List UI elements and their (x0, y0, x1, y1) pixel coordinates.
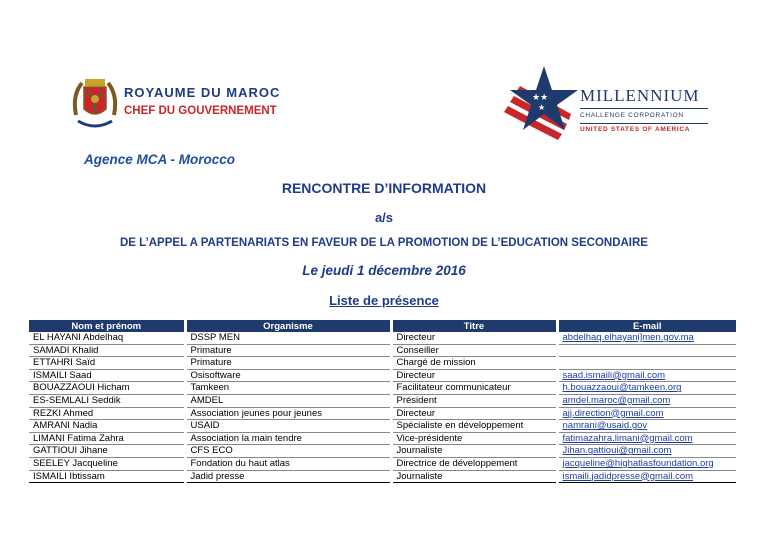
cell-email[interactable]: namrani@usaid.gov (557, 420, 736, 433)
cell-titre: Directeur (391, 332, 557, 344)
cell-email (557, 344, 736, 357)
mcc-divider (580, 108, 708, 109)
cell-email[interactable]: fatimazahra.limani@gmail.com (557, 432, 736, 445)
cell-email[interactable]: jacqueline@highatlasfoundation.org (557, 457, 736, 470)
cell-name: AMRANI Nadia (29, 420, 185, 433)
col-header-organisme: Organisme (185, 320, 391, 332)
cell-organisme: Tamkeen (185, 382, 391, 395)
svg-text:★: ★ (538, 103, 546, 112)
table-row (29, 382, 736, 395)
title-as: a/s (374, 210, 394, 225)
cell-name: REZKI Ahmed (29, 407, 185, 420)
table-header-row (29, 320, 736, 332)
cell-name: GATTIOUI Jihane (29, 445, 185, 458)
cell-titre: Directeur (391, 369, 557, 382)
cell-email (557, 357, 736, 370)
table-row (29, 357, 736, 370)
mcc-name: MILLENNIUM (580, 86, 700, 105)
agency-name: Agence MCA - Morocco (84, 152, 236, 167)
cell-organisme: DSSP MEN (185, 332, 391, 344)
cell-organisme: Association jeunes pour jeunes (185, 407, 391, 420)
cell-email[interactable]: abdelhaq.elhayani]men.gov.ma (557, 332, 736, 344)
table-row (29, 369, 736, 382)
cell-name: ISMAILI Saad (29, 369, 185, 382)
cell-organisme: AMDEL (185, 394, 391, 407)
cell-titre: Vice-présidente (391, 432, 557, 445)
cell-titre: Journaliste (391, 470, 557, 483)
cell-organisme: CFS ECO (185, 445, 391, 458)
cell-titre: Spécialiste en développement (391, 420, 557, 433)
cell-name: SEELEY Jacqueline (29, 457, 185, 470)
table-row (29, 470, 736, 483)
table-row (29, 432, 736, 445)
star-flag-icon (500, 66, 580, 140)
cell-organisme: Primature (185, 344, 391, 357)
col-header-name: Nom et prénom (29, 320, 185, 332)
table-row (29, 332, 736, 344)
cell-organisme: Osisoftware (185, 369, 391, 382)
document-title: RENCONTRE D’INFORMATION (281, 180, 487, 196)
cell-name: SAMADI Khalid (29, 344, 185, 357)
cell-organisme: USAID (185, 420, 391, 433)
cell-titre: Conseiller (391, 344, 557, 357)
cell-email[interactable]: ismaili.jadidpresse@gmail.com (557, 470, 736, 483)
cell-organisme: Association la main tendre (185, 432, 391, 445)
cell-organisme: Fondation du haut atlas (185, 457, 391, 470)
cell-organisme: Primature (185, 357, 391, 370)
cell-email[interactable]: saad.ismaili@gmail.com (557, 369, 736, 382)
attendance-table (29, 320, 736, 483)
cell-titre: Directeur (391, 407, 557, 420)
table-row (29, 344, 736, 357)
cell-titre: Chargé de mission (391, 357, 557, 370)
meeting-date: Le jeudi 1 décembre 2016 (302, 263, 466, 278)
cell-titre: Directrice de développement (391, 457, 557, 470)
list-heading: Liste de présence (329, 293, 439, 308)
cell-email[interactable]: h.bouazzaoui@tamkeen.org (557, 382, 736, 395)
cell-email[interactable]: ajj.direction@gmail.com (557, 407, 736, 420)
cell-name: LIMANI Fatima Zahra (29, 432, 185, 445)
cell-email[interactable]: Jihan.gattioui@gmail.com (557, 445, 736, 458)
col-header-email: E-mail (557, 320, 736, 332)
royaume-maroc-logo (72, 75, 281, 135)
table-row (29, 457, 736, 470)
table-row (29, 407, 736, 420)
table-row (29, 420, 736, 433)
cell-organisme: Jadid presse (185, 470, 391, 483)
cell-name: ETTAHRI Saïd (29, 357, 185, 370)
mcc-subtitle: CHALLENGE CORPORATION (580, 112, 684, 119)
coat-of-arms-icon (72, 75, 118, 133)
cell-titre: Facilitateur communicateur (391, 382, 557, 395)
mcc-divider-2 (580, 123, 708, 124)
table-body (29, 332, 736, 483)
col-header-titre: Titre (391, 320, 557, 332)
table-row (29, 445, 736, 458)
mcc-logo (500, 66, 720, 140)
table-row (29, 394, 736, 407)
mcc-logo-text (580, 86, 708, 133)
logo-line-royaume: ROYAUME DU MAROC (124, 85, 281, 100)
logo-line-gouvernement: CHEF DU GOUVERNEMENT (124, 105, 277, 117)
document-subject: DE L’APPEL A PARTENARIATS EN FAVEUR DE LA PROMOTION DE L’EDUCATION SECONDAIRE (120, 237, 648, 249)
mcc-country: UNITED STATES OF AMERICA (580, 126, 691, 133)
maroc-logo-text (124, 85, 280, 117)
cell-name: BOUAZZAOUI Hicham (29, 382, 185, 395)
cell-titre: Journaliste (391, 445, 557, 458)
cell-name: ES-SEMLALI Seddik (29, 394, 185, 407)
svg-text:★★: ★★ (532, 93, 549, 103)
cell-name: ISMAILI Ibtissam (29, 470, 185, 483)
cell-titre: Président (391, 394, 557, 407)
cell-email[interactable]: amdel.maroc@gmail.com (557, 394, 736, 407)
cell-name: EL HAYANI Abdelhaq (29, 332, 185, 344)
